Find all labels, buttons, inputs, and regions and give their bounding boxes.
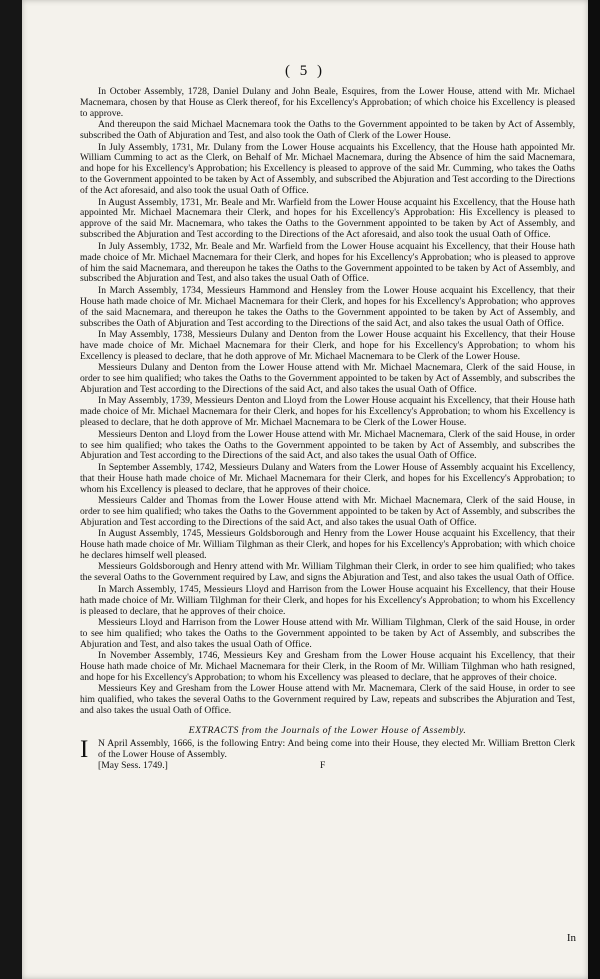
paragraph: In March Assembly, 1745, Messieurs Lloyd and Harrison from the Lower House acquaint his Excellency, that their House hath made choice of Mr. William Tilghman for their Clerk, and hopes for his Excellency's Approbation; to whom his Excellency is pleased to declare, that he approves of their choice. [80,583,575,617]
scan-right-border [588,0,600,979]
paragraph: In September Assembly, 1742, Messieurs Dulany and Waters from the Lower House of Assembly acquaint his Excellency, that their House hath made choice of Mr. Michael Macnemara for their Clerk, and hopes for his Excellency's Approbation; to whom his Excellency is pleased to declare, that he approves of their choice. [80,461,575,495]
extracts-heading: EXTRACTS from the Journals of the Lower House of Assembly. [188,725,467,737]
paragraph: Messieurs Key and Gresham from the Lower House attend with Mr. Macnemara, Clerk of the said House, in order to see him qualified, who takes the several Oaths to the Government required by Law, repeats and subscribes the Abjuration and Test, and also takes the usual Oath of Office. [80,683,575,717]
paragraph: In November Assembly, 1746, Messieurs Key and Gresham from the Lower House acquaint his Excellency, that their House hath made choice of Mr. Michael Macnemara for their Clerk, in the Room of Mr. William Tilghman who hath resigned, and hope for his Excellency's Approbation; to whom his Excellency was pleased to declare, that he approves of their choice. [80,650,575,684]
extract-paragraph [80,736,575,764]
scan-left-border [0,0,22,979]
page-number: ( 5 ) [285,63,325,79]
paragraph: Messieurs Denton and Lloyd from the Lower House attend with Mr. Michael Macnemara, Clerk of the said House, in order to see him qualified; who takes the Oaths to the Government appointed to be taken by Act of Assembly, and subscribes the Abjuration and Test according to the Directions of the said Act, and also takes the usual Oath of Office. [80,428,575,462]
paragraph: Messieurs Goldsborough and Henry attend with Mr. William Tilghman their Clerk, in order to see him qualified; who takes the several Oaths to the Government required by Law, and signs the Abjuration and Test, and also takes the usual Oath of Office. [80,561,575,584]
paragraph: In March Assembly, 1734, Messieurs Hammond and Hensley from the Lower House acquaint his Excellency, that their House hath made choice of Mr. Michael Macnemara for their Clerk, and hopes for his Excellency's Approbation; who approves of the said Macnemara, and thereupon he takes the Oaths to the Government appointed to be taken by Act of Assembly, and subscribes the Oath of Abjuration and Test according to the Directions of the said Act, and also takes the usual Oath of Office. [80,284,575,329]
paragraph: In July Assembly, 1731, Mr. Dulany from the Lower House acquaints his Excellency, that the House hath appointed Mr. William Cumming to act as the Clerk, on Behalf of Mr. Michael Macnemara, during the Absence of him the said Macnemara, and hope for his Excellency's Approbation; his Excellency is pleased to approve of the said Mr. Cumming, who takes the Oaths to the Government appointed to be taken by Act of Assembly, and subscribed the Abjuration and Test according to the Directions of the Act aforesaid, and also took the usual Oath of Office. [80,141,575,197]
paragraph: In May Assembly, 1738, Messieurs Dulany and Denton from the Lower House acquaint his Excellency, that their House have made choice of Mr. Michael Macnemara for their Clerk, and hope for his Excellency's Approbation; to whom his Excellency is pleased to declare, that he doth approve of Mr. Michael Macnemara to be Clerk of the Lower House. [80,328,575,362]
date-signature-row [80,761,575,773]
paragraph: Messieurs Calder and Thomas from the Lower House attend with Mr. Michael Macnemara, Clerk of the said House, in order to see him qualified; who takes the Oaths to the Government appointed to be taken by Act of Assembly, and subscribes the Abjuration and Test according to the Directions of the said Act, and also takes the usual Oath of Office. [80,495,575,528]
extract-text: N April Assembly, 1666, is the following Entry: And being come into their House, they elected Mr. William Bretton Clerk of the Lower House of Assembly. [98,738,575,760]
document-page [22,0,588,979]
catchword: In [566,932,576,944]
paragraph: And thereupon the said Michael Macnemara took the Oaths to the Government appointed to be taken by Act of Assembly, subscribed the Oath of Abjuration and Test, and also took the Oath of Clerk of the Lower House. [80,119,575,142]
paragraph: Messieurs Lloyd and Harrison from the Lower House attend with Mr. William Tilghman, Clerk of the said House, in order to see him qualified; who takes the Oaths to the Government appointed to be taken by Act of Assembly, and subscribes the Abjuration and Test, and also takes the usual Oath of Office. [80,617,575,650]
paragraph: In May Assembly, 1739, Messieurs Denton and Lloyd from the Lower House acquaint his Excellency, that their House hath made choice of Mr. Michael Macnemara for their Clerk, and hopes for his Excellency's Approbation; to whom his Excellency is pleased to declare, that he doth approve of Mr. Michael Macnemara to be Clerk of the Lower House. [80,395,575,429]
paragraph: In August Assembly, 1731, Mr. Beale and Mr. Warfield from the Lower House acquaint his Excellency, that the House hath appointed Mr. Michael Macnemara their Clerk, and hopes for his Excellency's Approbation: His Excellency is pleased to approve of the said Mr. Macnemara, who takes the Oaths to the Government appointed to be taken by Act of Assembly, and subscribed the Abjuration and Test according to the Directions of the Act aforesaid, and also took the usual Oath of Office. [80,196,575,241]
session-date: [May Sess. 1749.] [98,759,168,771]
signature-mark: F [320,759,326,771]
drop-cap: I [80,736,89,764]
paragraph: In October Assembly, 1728, Daniel Dulany and John Beale, Esquires, from the Lower House, attend with Mr. Michael Macnemara, chosen by that House as Clerk thereof, for his Excellency's Approbation; of which choice his Excellency is pleased to approve. [80,86,575,119]
paragraph: In July Assembly, 1732, Mr. Beale and Mr. Warfield from the Lower House acquaint his Excellency, that their House hath made choice of Mr. Michael Macnemara for their Clerk, and hopes for his Excellency's Approbation; who is pleased to approve of him the said Macnemara, and thereupon he takes the Oaths to the Government appointed to be taken by Act of Assembly, and subscribed the Abjuration and Test, and also takes the usual Oath of Office. [80,240,575,285]
paragraph: In August Assembly, 1745, Messieurs Goldsborough and Henry from the Lower House acquaint his Excellency, that their House hath made choice of Mr. William Tilghman as their Clerk, and hopes for his Excellency's Approbation; with which choice he declares himself well pleased. [80,528,575,562]
paragraph: Messieurs Dulany and Denton from the Lower House attend with Mr. Michael Macnemara, Clerk of the said House, in order to see him qualified; who takes the Oaths to the Government appointed to be taken by Act of Assembly, and subscribes the Abjuration and Test according to the Directions of the said Act, and also takes the usual Oath of Office. [80,362,575,395]
body-text [80,87,575,773]
